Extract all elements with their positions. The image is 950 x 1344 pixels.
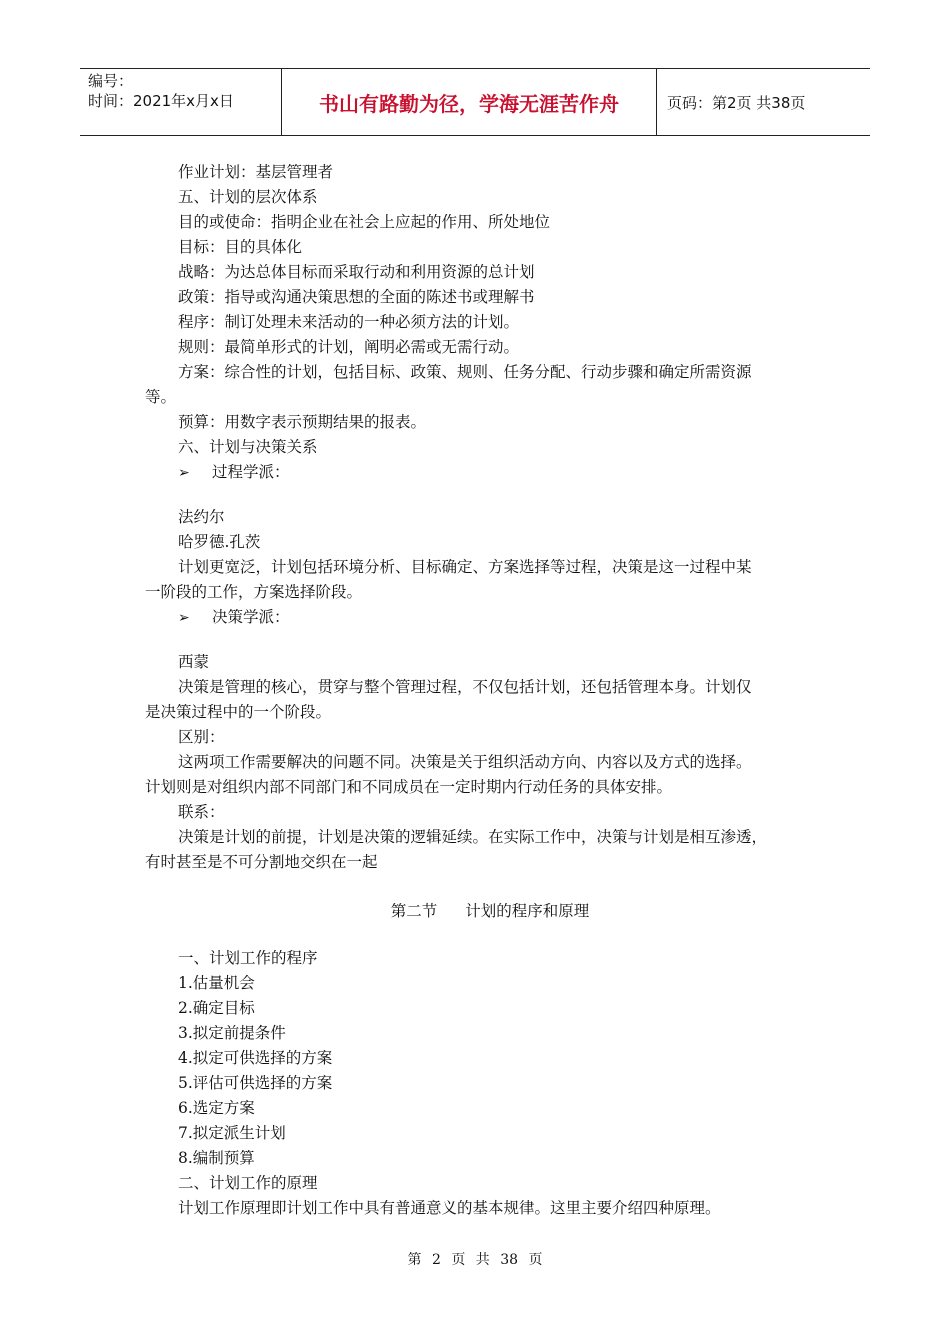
header-info-cell [80,69,282,135]
document-number-label: 编号： [88,72,134,90]
paragraph: 预算：用数字表示预期结果的报表。 [178,413,427,431]
section-name: 计划的程序和原理 [465,902,590,920]
page-footer [0,1249,950,1269]
page-header [80,68,870,136]
footer-text: 页 [451,1252,466,1268]
paragraph: 有时甚至是不可分割地交织在一起 [145,853,378,871]
footer-text: 共 [475,1252,490,1268]
paragraph: 哈罗德.孔茨 [178,533,261,551]
heading: 一、计划工作的程序 [178,949,318,967]
bullet-item [178,460,290,482]
list-item: 2.确定目标 [178,999,255,1017]
list-item: 5.评估可供选择的方案 [178,1074,333,1092]
paragraph: 是决策过程中的一个阶段。 [145,703,332,721]
paragraph: 目标：目的具体化 [178,238,303,256]
paragraph: 决策是管理的核心，贯穿与整个管理过程，不仅包括计划，还包括管理本身。计划仅 [178,678,752,696]
footer-text: 第 [407,1252,422,1268]
heading: 五、计划的层次体系 [178,188,318,206]
paragraph: 作业计划：基层管理者 [178,163,334,181]
arrow-bullet-icon: ➢ [178,610,190,626]
paragraph: 西蒙 [178,653,210,671]
arrow-bullet-icon: ➢ [178,465,190,481]
paragraph: 程序：制订处理未来活动的一种必须方法的计划。 [178,313,520,331]
paragraph: 这两项工作需要解决的问题不同。决策是关于组织活动方向、内容以及方式的选择。 [178,753,752,771]
paragraph: 决策是计划的前提，计划是决策的逻辑延续。在实际工作中，决策与计划是相互渗透， [178,828,768,846]
paragraph: 方案：综合性的计划，包括目标、政策、规则、任务分配、行动步骤和确定所需资源 [178,363,752,381]
section-title [145,899,835,921]
list-item: 6.选定方案 [178,1099,255,1117]
bullet-text: 过程学派： [212,463,290,481]
paragraph: 法约尔 [178,508,225,526]
paragraph: 等。 [145,388,177,406]
paragraph: 联系： [178,803,225,821]
header-motto: 书山有路勤为径，学海无涯苦作舟 [282,69,657,135]
heading: 六、计划与决策关系 [178,438,318,456]
paragraph: 区别： [178,728,225,746]
list-item: 8.编制预算 [178,1149,255,1167]
bullet-text: 决策学派： [212,608,290,626]
list-item: 4.拟定可供选择的方案 [178,1049,333,1067]
section-number: 第二节 [390,902,438,920]
list-item: 3.拟定前提条件 [178,1024,286,1042]
list-item: 1.估量机会 [178,974,255,992]
bullet-item [178,605,290,627]
paragraph: 计划则是对组织内部不同部门和不同成员在一定时期内行动任务的具体安排。 [145,778,673,796]
paragraph: 一阶段的工作，方案选择阶段。 [145,583,363,601]
paragraph: 目的或使命：指明企业在社会上应起的作用、所处地位 [178,213,551,231]
heading: 二、计划工作的原理 [178,1174,318,1192]
footer-current-page: 2 [431,1252,441,1268]
list-item: 7.拟定派生计划 [178,1124,286,1142]
paragraph: 战略：为达总体目标而采取行动和利用资源的总计划 [178,263,535,281]
paragraph: 政策：指导或沟通决策思想的全面的陈述书或理解书 [178,288,535,306]
paragraph: 计划工作原理即计划工作中具有普通意义的基本规律。这里主要介绍四种原理。 [178,1199,721,1217]
paragraph: 规则：最简单形式的计划，阐明必需或无需行动。 [178,338,520,356]
document-date-label: 时间：2021年x月x日 [88,92,234,110]
header-page-number: 页码：第2页 共38页 [667,93,806,112]
footer-text: 页 [528,1252,543,1268]
footer-total-pages: 38 [500,1252,519,1268]
paragraph: 计划更宽泛，计划包括环境分析、目标确定、方案选择等过程，决策是这一过程中某 [178,558,752,576]
